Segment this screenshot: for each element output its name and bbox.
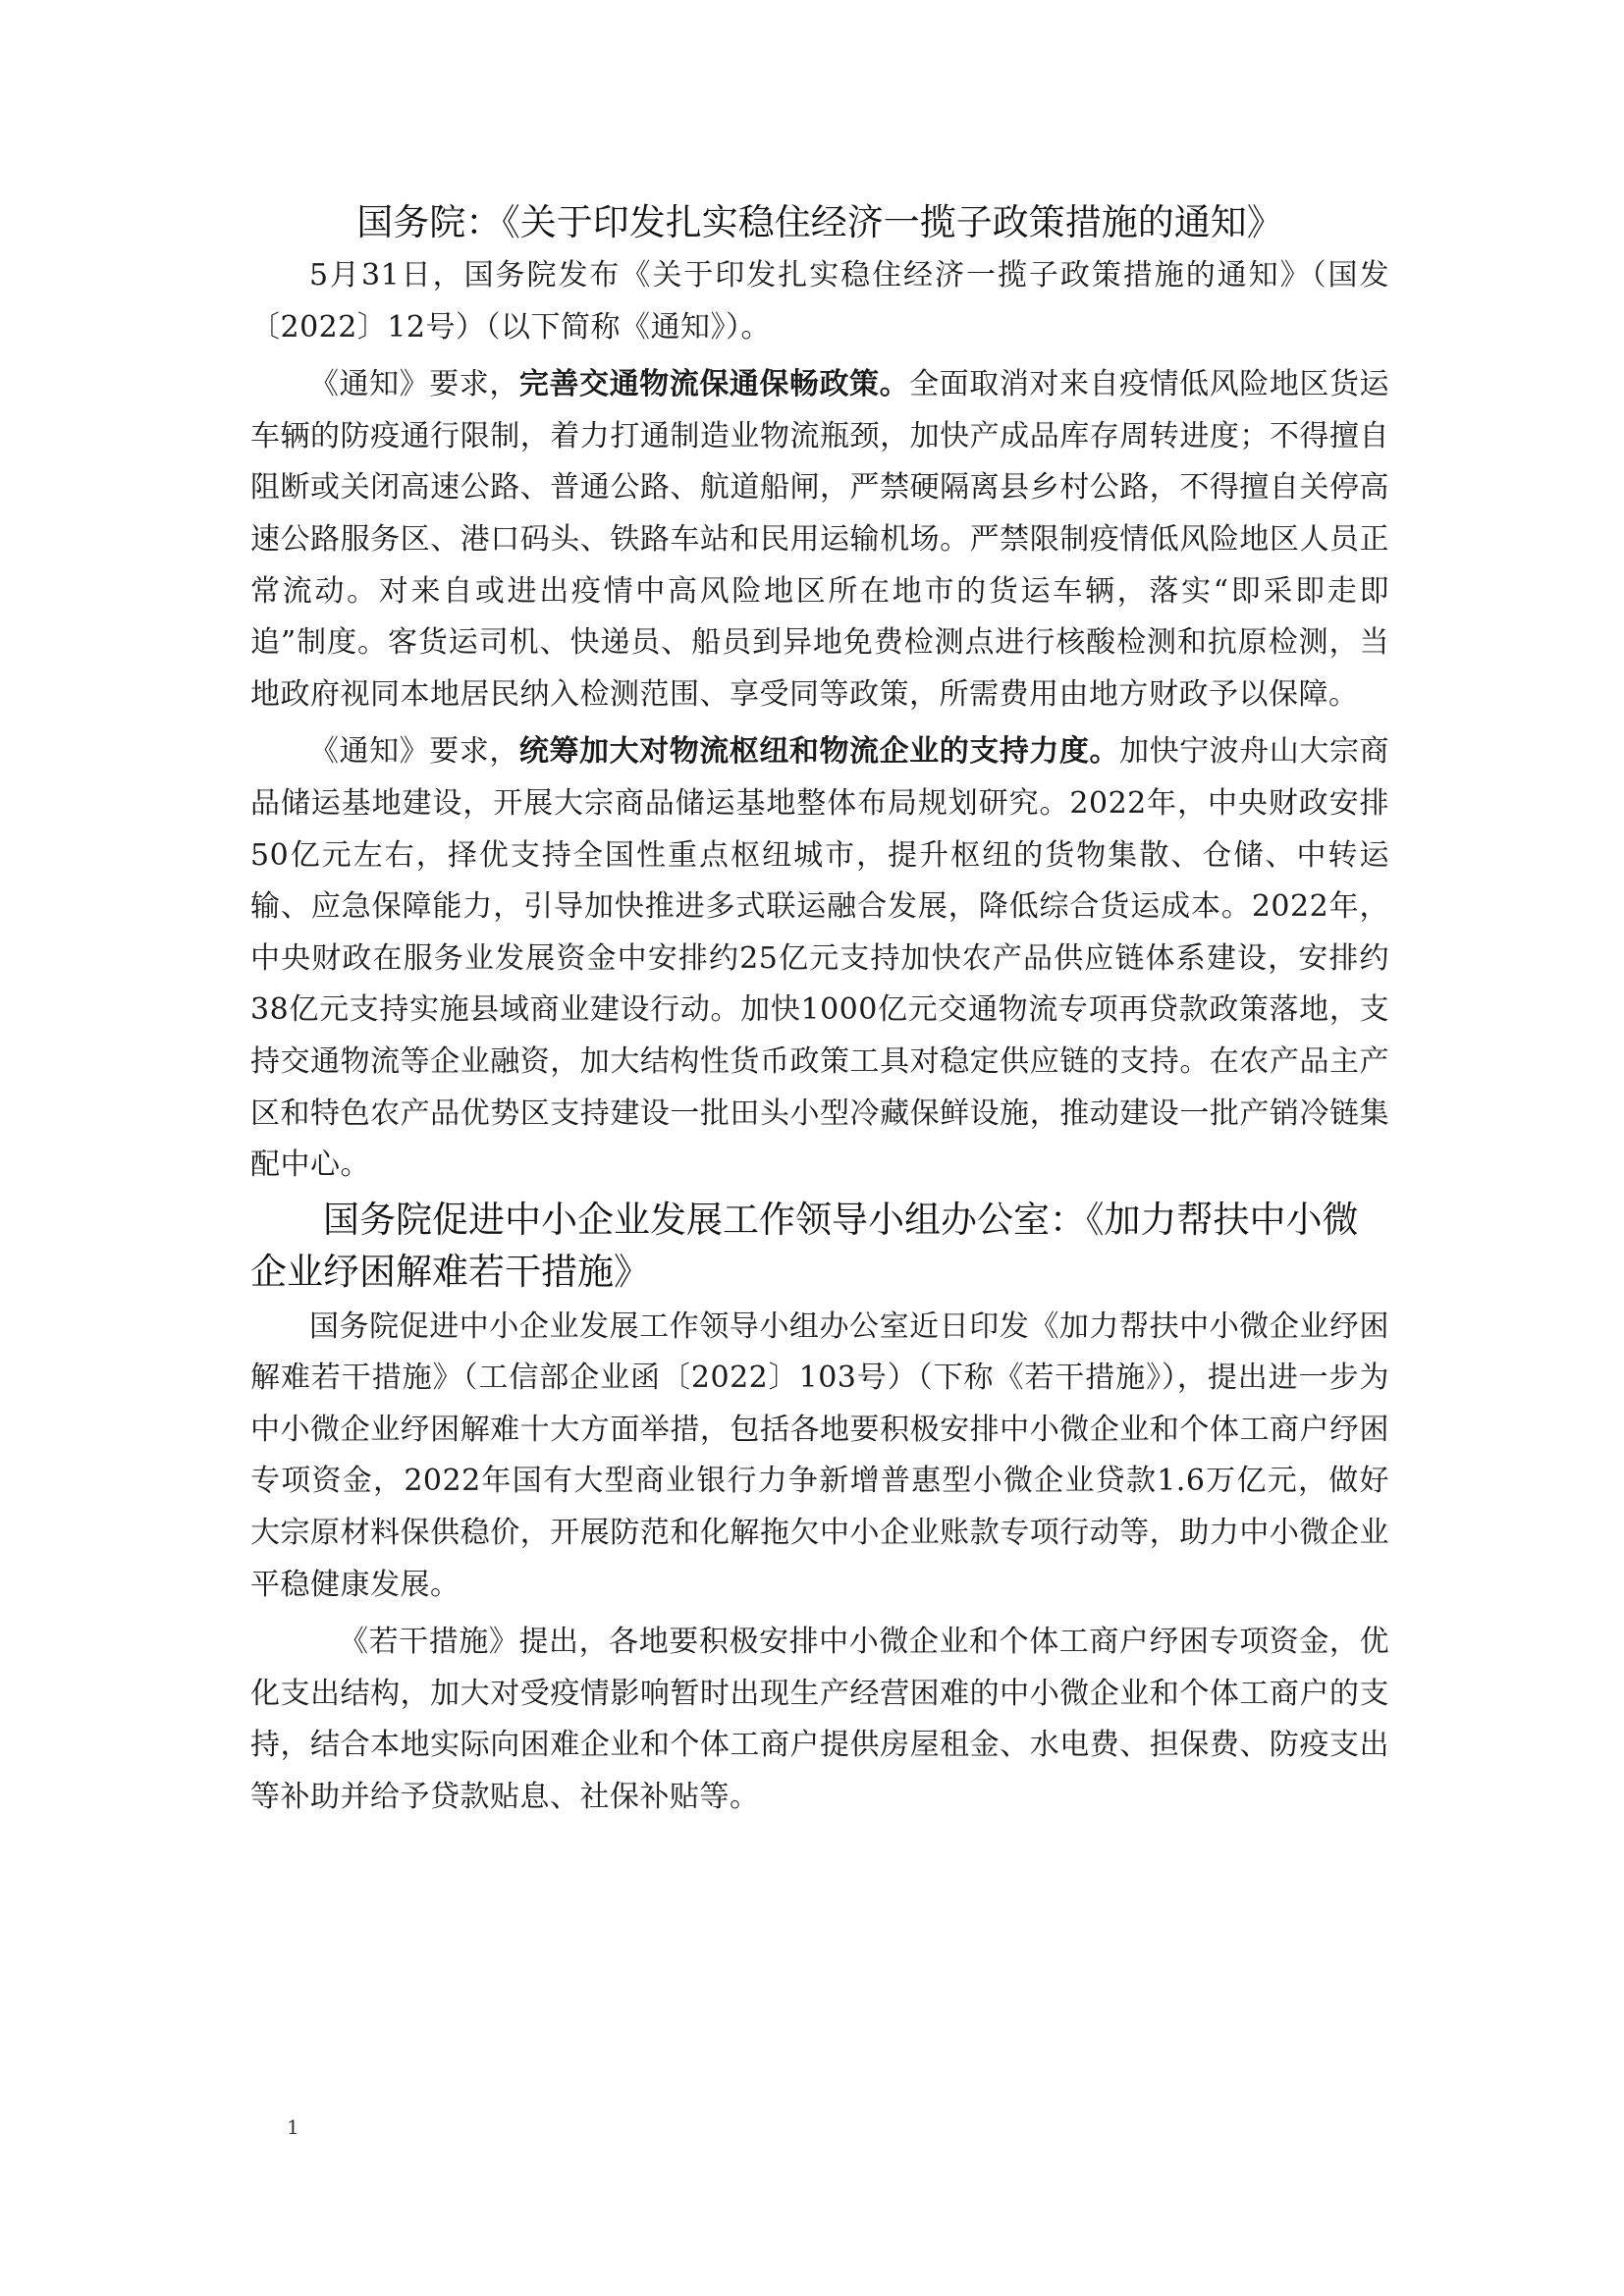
section2-title: 国务院促进中小企业发展工作领导小组办公室：《加力帮扶中小微企业纾困解难若干措施》: [250, 1198, 1359, 1293]
section1-title: 国务院：《关于印发扎实稳住经济一揽子政策措施的通知》: [356, 201, 1283, 243]
paragraph-lead: 《通知》要求，: [309, 734, 519, 770]
section1-intro: 5月31日，国务院发布《关于印发扎实稳住经济一揽子政策措施的通知》（国发〔2022〕12号）（以下简称《通知》）。: [250, 258, 1389, 345]
section1-paragraph-2: [250, 726, 1389, 1191]
paragraph-emphasis: 完善交通物流保通保畅政策。: [518, 367, 910, 402]
section2-paragraph-2: 《若干措施》提出，各地要积极安排中小微企业和个体工商户纾困专项资金，优化支出结构，加大对受疫情影响暂时出现生产经营困难的中小微企业和个体工商户的支持，结合本地实际向困难企业和个体工商户提供房屋租金、水电费、担保费、防疫支出等补助并给予贷款贴息、社保补贴等。: [250, 1625, 1389, 1815]
paragraph-body: 加快宁波舟山大宗商品储运基地建设，开展大宗商品储运基地整体布局规划研究。2022年，中央财政安排50亿元左右，择优支持全国性重点枢纽城市，提升枢纽的货物集散、仓储、中转运输、应急保障能力，引导加快推进多式联运融合发展，降低综合货运成本。2022年，中央财政在服务业发展资金中安排约25亿元支持加快农产品供应链体系建设，安排约38亿元支持实施县域商业建设行动。加快1000亿元交通物流专项再贷款政策落地，支持交通物流等企业融资，加大结构性货币政策工具对稳定供应链的支持。在农产品主产区和特色农产品优势区支持建设一批田头小型冷藏保鲜设施，推动建设一批产销冷链集配中心。: [250, 734, 1390, 1183]
paragraph-emphasis: 统筹加大对物流枢纽和物流企业的支持力度。: [518, 734, 1120, 770]
section1-paragraph-1: [250, 359, 1389, 721]
paragraph-lead: 《通知》要求，: [309, 367, 519, 402]
document-page: [250, 196, 1389, 1826]
page-number: 1: [287, 2115, 299, 2139]
paragraph-body: 全面取消对来自疫情低风险地区货运车辆的防疫通行限制，着力打通制造业物流瓶颈，加快产成品库存周转进度；不得擅自阻断或关闭高速公路、普通公路、航道船闸，严禁硬隔离县乡村公路，不得擅自关停高速公路服务区、港口码头、铁路车站和民用运输机场。严禁限制疫情低风险地区人员正常流动。对来自或进出疫情中高风险地区所在地市的货运车辆，落实“即采即走即追”制度。客货运司机、快递员、船员到异地免费检测点进行核酸检测和抗原检测，当地政府视同本地居民纳入检测范围、享受同等政策，所需费用由地方财政予以保障。: [250, 367, 1390, 712]
section2-paragraph-1: 国务院促进中小企业发展工作领导小组办公室近日印发《加力帮扶中小微企业纾困解难若干措施》（工信部企业函〔2022〕103号）（下称《若干措施》），提出进一步为中小微企业纾困解难十大方面举措，包括各地要积极安排中小微企业和个体工商户纾困专项资金，2022年国有大型商业银行力争新增普惠型小微企业贷款1.6万亿元，做好大宗原材料保供稳价，开展防范和化解拖欠中小企业账款专项行动等，助力中小微企业平稳健康发展。: [250, 1308, 1389, 1602]
